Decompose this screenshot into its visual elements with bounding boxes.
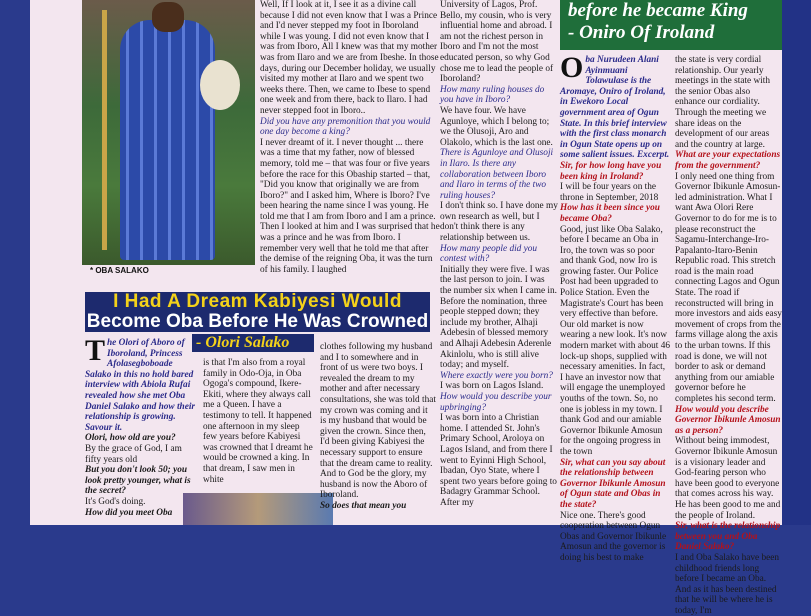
col3-question-2: How has it been since you became Oba? [560, 203, 660, 224]
article1-column-2 [440, 0, 558, 525]
col3-paragraph-2: Good, just like Oba Salako, before I became an Oba in Iro, the town was so poor and thank God, now Iro is growing faster. Our Police Post had been upgraded to Police Station. Even the Magistrate's Court has been very effective than before. Our old market is now wearing a new look. It's now modern market with about 46 lock-up shops, supplied with necessary amenities. In fact, I have an investor now that will engage the unemployed youths of the town. So, no one is jobless in my town. I thank God and our amiable Governor Ibikunle Amosun for the ongoing progress in the town [560, 224, 670, 457]
col3-question-3: Sir, what can you say about the relationship between Governor Ibikunle Amosun of Ogun state and Obas in the state? [560, 457, 666, 510]
article3-column-3 [320, 342, 436, 525]
col2-paragraph-4: Initially they were five. I was the last person to join. I was the number six when I came in. Before the nomination, three people stepped down; they include my brother, Alhaji Adebesin of blessed memory and Alhaji Adebesin Aderenle Akinlolu, who is still alive today; and myself. [440, 264, 557, 371]
intro-paragraph [560, 51, 670, 161]
staff-shape [102, 10, 107, 250]
col4-question-2: How would you describe Governor Ibikunle Amosun as a person? [675, 404, 781, 436]
olori-photo [183, 493, 333, 525]
col2-paragraph-6: I was born into a Christian home. I attended St. John's Primary School, Aroloya on Lagos Island, and from there I went to Eyinni High School, Ibadan, Oyo State, where I spent two years before going to Badagry Grammar School. After my [440, 413, 557, 508]
col2-question-3: How many people did you contest with? [440, 243, 538, 265]
col2-paragraph-3: I don't think so. I have done my own research as well, but I don't think there is any relationship between us. [440, 201, 558, 244]
col4-paragraph: the state is very cordial relationship. Our yearly meetings in the state with the senior Obas also enhance our cordiality. Through the meeting we share ideas on the development of our areas and the country at large. [675, 55, 771, 150]
headline-olori-sub: - Olori Salako [192, 334, 314, 352]
headline-oniro [560, 0, 794, 50]
col4-paragraph-4: I and Oba Salako have been childhood friends long before I became an Oba. And as it has been destined that he will be where he is today, I'm [675, 552, 780, 616]
col2-paragraph-5: I was born on Lagos Island. [440, 381, 544, 392]
robe-shape [120, 20, 215, 260]
head-shape [152, 2, 184, 32]
col1-question: Did you have any premonition that you would one day become a king? [260, 116, 431, 138]
headline-oniro-line2: - Oniro Of Iroland [568, 22, 715, 43]
col5-paragraph-2: It's God's doing. [85, 496, 146, 507]
col4-paragraph-2: I only need one thing from Governor Ibikunle Amosun-led administration. What I want Awa Olori Rere Governor to do for me is to please reconstruct the Sagamu-Interchange-Iro-Papalanto-Itaro-Benin Republic road. This stretch road is the main road connecting Lagos and Ogun State. The road if reconstructed will bring in more investors and aids easy movement of crops from the farms village along the axis to the urban towns. If this road is done, we will not border to ask or demand anything from our amiable governor before he completes his second term. [675, 171, 782, 404]
article3-column-2 [203, 358, 315, 488]
headline-olori-line1: I Had A Dream Kabiyesi Would [113, 291, 402, 312]
headline-olori-line2: Become Oba Before He Was Crowned [86, 311, 429, 332]
article2-column-2 [675, 55, 782, 616]
newspaper-page [30, 0, 782, 616]
col5-paragraph: By the grace of God, I am fifty years old [85, 443, 182, 465]
fan-shape [200, 60, 240, 110]
col4-paragraph-3: Without being immodest, Governor Ibikunle Amosun is a visionary leader and God-fearing person who have been good to everyone that comes across his way. He has been good to me and the people of Iroland. [675, 436, 781, 521]
col1-paragraph-2: I never dreamt of it. I never thought ... there was a time that my father, now of blessed memory, told me – that was four or five years before the race for this Obaship started – that, "Did you know that originally we are from Iboro?" and I asked him, Where is Iboro? I've been hearing the name since I was young. He told me that I am from Iboro and I am a prince. Then I looked at him and I was surprised that he was a prince and he was from Iboro. I remember very well that he told me that after the demise of the reigning Oba, it was the turn of his family. I laughed [260, 137, 440, 275]
col2-paragraph-2: We have four. We have Agunloye, which I belong to; we the Olusoji, Aro and Olakolo, which is the last one. [440, 105, 553, 148]
col3-paragraph-3: Nice one. There's good cooperation between Ogun Obas and Governor Ibikunle Amosun and the governor is doing his best to make [560, 510, 667, 563]
col3-question: Sir, for how long have you been king in Iroland? [560, 160, 662, 182]
article2-column-1 [560, 51, 670, 563]
article1-column-1 [260, 0, 440, 275]
page-border [782, 0, 811, 525]
col2-question-5: How would you describe your upbringing? [440, 391, 552, 413]
col2-question-4: Where exactly were you born? [440, 370, 553, 381]
col7-question: So does that mean you [320, 500, 407, 511]
dropcap-o: O [560, 51, 584, 84]
col1-paragraph: Well, If I look at it, I see it as a divine call because I did not even know that I was a Prince and I'd never stepped my foot in Iboroland while I was young. I did not even know that I was from Iboro, All I knew was that my mother was from Ilaro and we are from Ibeshe. In those days, during our December holiday, we usually visited my mother at Ilaro and we spent two weeks there. Then, we came to Ibese to spend one week and from there, back to Ilaro. I had never stepped foot in Iboro.. [260, 0, 439, 116]
col5-question-3: How did you meet Oba [85, 507, 173, 518]
col5-intro-text: he Olori of Aboro of Iboroland, Princess Afolasegboboade Salako in this no hold bared interview with Abiola Rufai revealed how she met Oba Daniel Salako and how their relationship is growing. Savour it. [85, 338, 196, 433]
oba-salako-photo [82, 0, 255, 265]
dropcap-t: T [85, 334, 106, 367]
col2-question: How many ruling houses do you have in Iboro? [440, 84, 545, 106]
intro-text: ba Nurudeen Alani Ayinmuani Tolawulase is the Aromaye, Oniro of Iroland, in Ewekoro Local government area of Ogun State. In this brief interview with the first class monarch in Ogun State opens up on some salient issues. Excerpt. [560, 55, 670, 161]
headline-oniro-line1: before he became King [568, 0, 748, 21]
col5-question: Olori, how old are you? [85, 433, 176, 444]
col2-question-2: There is Agunloye and Olusoji in Ilaro. Is there any collaboration between Iboro and Ilaro in terms of the two ruling houses? [440, 148, 554, 201]
photo-caption: * OBA SALAKO [90, 266, 149, 275]
col5-intro [85, 334, 197, 433]
article3-column-1 [85, 334, 197, 525]
col6-paragraph: is that I'm also from a royal family in Odo-Oja, in Oba Ogoga's compound, Ikere-Ekiti, where they always call me a Queen. I have a testimony to tell. It happened one afternoon in my sleep few years before Kabiyesi was crowned that I dreamt he would be crowned a king. In that dream, I saw men in white [203, 358, 313, 485]
col4-question-3: Sir, what is the relationship between you and Oba Daniel Salako? [675, 521, 781, 553]
col3-paragraph: I will be four years on the throne in September, 2018 [560, 182, 659, 203]
col5-question-2: But you don't look 50; you look pretty younger, what is the secret? [85, 465, 191, 497]
col4-question: What are your expectations from the government? [675, 150, 781, 171]
headline-olori [85, 292, 430, 332]
col7-paragraph: clothes following my husband and I to somewhere and in front of us were two boys. I revealed the dream to my mother and after necessary consultations, she was told that my crown was coming and it is my husband that would be given the crown. Since then, I'd been giving Kabiyesi the necessary support to ensure that the dream came to reality. And to God be the glory, my husband is now the Aboro of Iboroland. [320, 342, 436, 501]
col2-paragraph: University of Lagos, Prof. Bello, my cousin, who is very influential home and abroad. I am not the richest person in Iboro and I'm not the most educated person, so why God chose me to lead the people of Iboroland? [440, 0, 554, 85]
